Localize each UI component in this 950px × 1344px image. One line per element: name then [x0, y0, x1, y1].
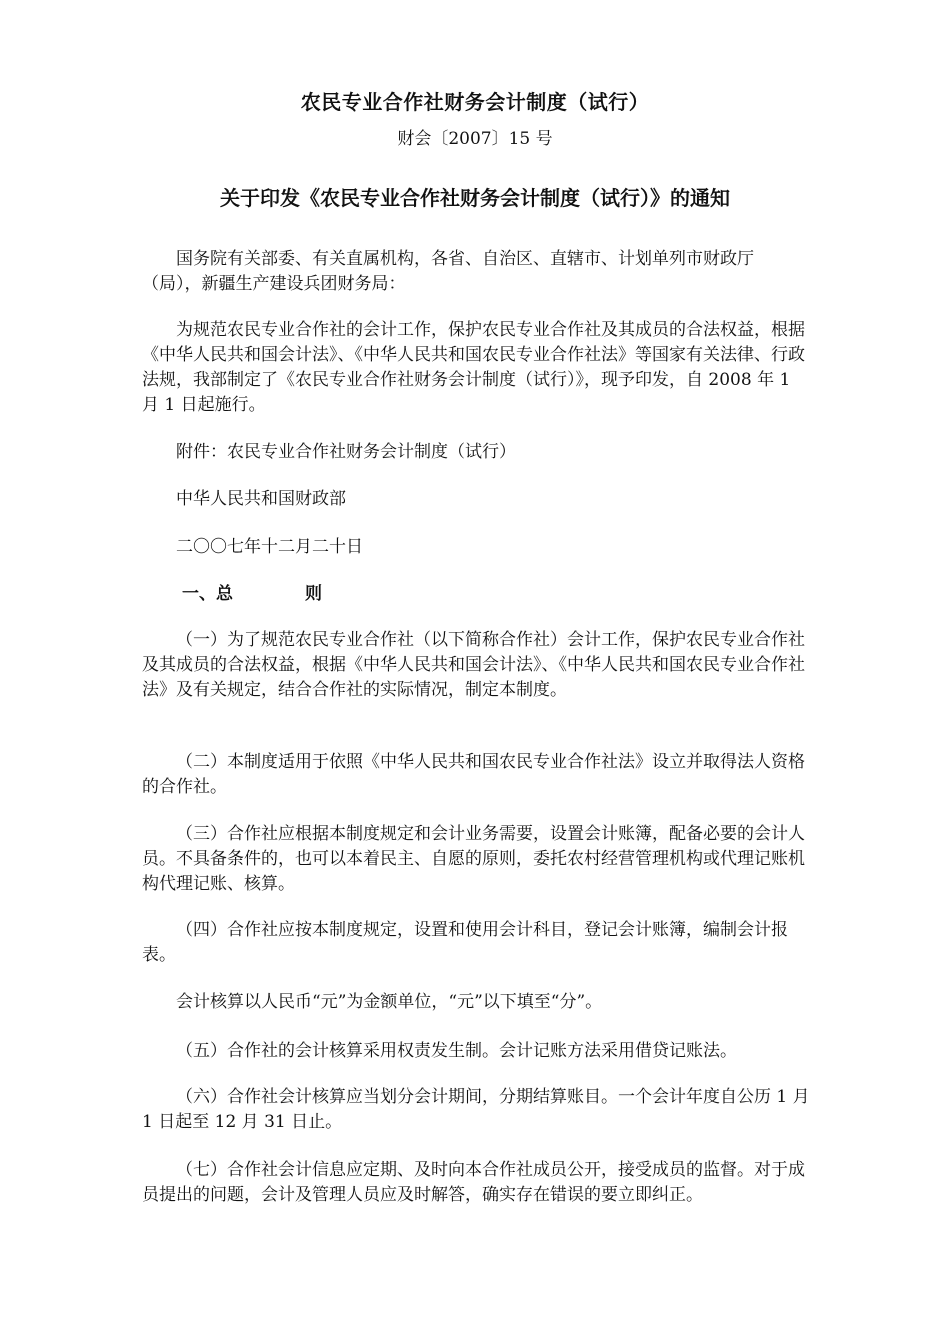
article-5: （五）合作社的会计核算采用权责发生制。会计记账方法采用借贷记账法。	[176, 1041, 737, 1061]
article-1: （一）为了规范农民专业合作社（以下简称合作社）会计工作，保护农民专业合作社及其成员的合法权益，根据《中华人民共和国会计法》、《中华人民共和国农民专业合作社法》及有关规定，结合合作社的实际情况，制定本制度。	[142, 630, 805, 700]
article-2: （二）本制度适用于依照《中华人民共和国农民专业合作社法》设立并取得法人资格的合作社。	[142, 752, 805, 797]
article-3: （三）合作社应根据本制度规定和会计业务需要，设置会计账簿，配备必要的会计人员。不具备条件的，也可以本着民主、自愿的原则，委托农村经营管理机构或代理记账机构代理记账、核算。	[142, 824, 805, 894]
body-paragraph: 为规范农民专业合作社的会计工作，保护农民专业合作社及其成员的合法权益，根据《中华人民共和国会计法》、《中华人民共和国农民专业合作社法》等国家有关法律、行政法规，我部制定了《农民专业合作社财务会计制度（试行）》，现予印发，自 2008 年 1 月 1 日起施行。	[142, 320, 805, 415]
section-heading-number: 一、总	[182, 584, 233, 604]
section-heading-general	[182, 582, 322, 607]
addressees-paragraph: 国务院有关部委、有关直属机构，各省、自治区、直辖市、计划单列市财政厅（局），新疆生产建设兵团财务局：	[142, 249, 754, 294]
document-number: 财会〔2007〕15 号	[397, 129, 553, 149]
notice-title: 关于印发《农民专业合作社财务会计制度（试行）》的通知	[220, 186, 730, 210]
section-heading-word: 则	[305, 584, 322, 604]
article-7: （七）合作社会计信息应定期、及时向本合作社成员公开，接受成员的监督。对于成员提出的问题，会计及管理人员应及时解答，确实存在错误的要立即纠正。	[142, 1160, 805, 1205]
date-line: 二〇〇七年十二月二十日	[176, 537, 363, 557]
document-title: 农民专业合作社财务会计制度（试行）	[300, 90, 650, 114]
article-6: （六）合作社会计核算应当划分会计期间，分期结算账目。一个会计年度自公历 1 月 1 日起至 12 月 31 日止。	[142, 1087, 810, 1132]
issuer-line: 中华人民共和国财政部	[176, 489, 346, 509]
attachment-line: 附件：农民专业合作社财务会计制度（试行）	[176, 442, 516, 462]
article-4: （四）合作社应按本制度规定，设置和使用会计科目，登记会计账簿，编制会计报表。	[142, 920, 788, 965]
article-4-currency-note: 会计核算以人民币“元”为金额单位，“元”以下填至“分”。	[176, 992, 603, 1012]
